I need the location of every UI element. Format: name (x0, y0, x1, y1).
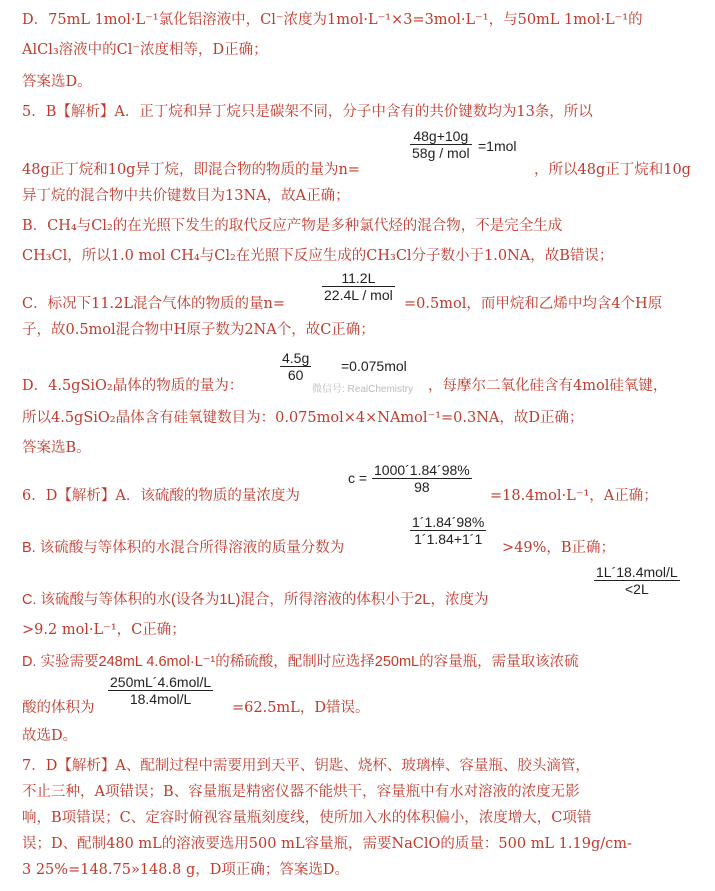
line-18: D. 实验需要248mL 4.6mol·L⁻¹的稀硫酸，配制时应选择250mL的容量瓶，需量取该浓硫 (22, 654, 579, 670)
line-17: >9.2 mol·L⁻¹，C正确； (22, 622, 186, 638)
fraction-3-numerator: 4.5g (282, 350, 310, 366)
fraction-1-result: =1mol (478, 138, 517, 154)
fraction-6 (594, 564, 680, 597)
fraction-5 (410, 514, 486, 547)
line-23: 响，B项错误；C、定容时俯视容量瓶刻度线，使所加入水的体积偏小，浓度增大，C项错 (22, 810, 592, 826)
line-14a: 6．D【解析】A．该硫酸的物质的量浓度为 (22, 488, 300, 504)
fraction-1-denominator: 58g / mol (412, 145, 470, 161)
fraction-5-numerator: 1´1.84´98% (412, 514, 485, 530)
fraction-7-numerator: 250mL´4.6mol/L (110, 674, 212, 690)
line-19a: 酸的体积为 (22, 700, 95, 716)
line-6: 异丁烷的混合物中共价键数目为13NA，故A正确； (22, 188, 350, 204)
fraction-5-denominator: 1´1.84+1´1 (414, 531, 483, 547)
line-13: 答案选B。 (22, 440, 91, 456)
line-24: 误；D、配制480 mL的溶液要选用500 mL容量瓶，需要NaClO的质量：500 mL 1.19g/cm- (22, 836, 632, 852)
line-5a: 48g正丁烷和10g异丁烷，即混合物的物质的量为n= (22, 162, 360, 178)
watermark: 微信号: RealChemistry (312, 384, 414, 395)
line-15a: B. 该硫酸与等体积的水混合所得溶液的质量分数为 (22, 540, 345, 556)
line-5b: ，所以48g正丁烷和10g (534, 162, 691, 178)
fraction-3-denominator: 60 (287, 367, 304, 383)
line-12: 所以4.5gSiO₂晶体含有硅氧键数目为：0.075mol×4×NAmol⁻¹=0.3NA，故D正确； (22, 410, 584, 426)
fraction-1 (410, 128, 472, 161)
line-7: B．CH₄与Cl₂的在光照下发生的取代反应产物是多种氯代烃的混合物，不是完全生成 (22, 218, 563, 234)
fraction-6-numerator: 1L´18.4mol/L (596, 564, 678, 580)
line-10: 子，故0.5mol混合物中H原子数为2NA个，故C正确； (22, 322, 375, 338)
fraction-7 (108, 674, 213, 707)
line-19b: =62.5mL，D错误。 (232, 700, 370, 716)
fraction-2 (322, 270, 395, 303)
line-15b: >49%，B正确； (502, 540, 616, 556)
fraction-4-denominator: 98 (414, 479, 430, 495)
line-4: 5．B【解析】A．正丁烷和异丁烷只是碳架不同，分子中含有的共价键数均为13条，所以 (22, 104, 593, 120)
line-22: 不止三种，A项错误；B、容量瓶是精密仪器不能烘干，容量瓶中有水对溶液的浓度无影 (22, 784, 580, 800)
fraction-3 (280, 350, 311, 383)
fraction-4-c: c = (348, 470, 368, 486)
line-21: 7．D【解析】A、配制过程中需要用到天平、钥匙、烧杯、玻璃棒、容量瓶、胶头滴管， (22, 758, 590, 774)
line-25: 3 25%=148.75»148.8 g，D项正确；答案选D。 (22, 862, 349, 878)
fraction-2-denominator: 22.4L / mol (324, 287, 393, 303)
line-9a: C．标况下11.2L混合气体的物质的量n= (22, 296, 285, 312)
line-8: CH₃Cl，所以1.0 mol CH₄与Cl₂在光照下反应生成的CH₃Cl分子数小于1.0NA，故B错误； (22, 248, 614, 264)
line-16: C. 该硫酸与等体积的水(设各为1L)混合，所得溶液的体积小于2L，浓度为 (22, 592, 489, 608)
line-14b: =18.4mol·L⁻¹，A正确； (490, 488, 658, 504)
line-9b: =0.5mol，而甲烷和乙烯中均含4个H原 (404, 296, 663, 312)
fraction-7-denominator: 18.4mol/L (129, 691, 192, 707)
line-3: 答案选D。 (22, 74, 92, 90)
line-2: AlCl₃溶液中的Cl⁻浓度相等，D正确； (22, 42, 268, 58)
line-1: D．75mL 1mol·L⁻¹氯化铝溶液中，Cl⁻浓度为1mol·L⁻¹×3=3mol·L⁻¹，与50mL 1mol·L⁻¹的 (22, 12, 643, 28)
fraction-4-numerator: 1000´1.84´98% (374, 462, 470, 478)
fraction-2-numerator: 11.2L (322, 270, 395, 287)
fraction-1-numerator: 48g+10g (410, 128, 472, 145)
line-20: 故选D。 (22, 728, 78, 744)
fraction-6-denominator: <2L (624, 581, 649, 597)
line-11a: D．4.5gSiO₂晶体的物质的量为： (22, 378, 244, 394)
line-11b: ，每摩尔二氧化硅含有4mol硅氧键， (428, 378, 668, 394)
fraction-3-result: =0.075mol (341, 358, 407, 374)
fraction-4 (372, 462, 472, 495)
